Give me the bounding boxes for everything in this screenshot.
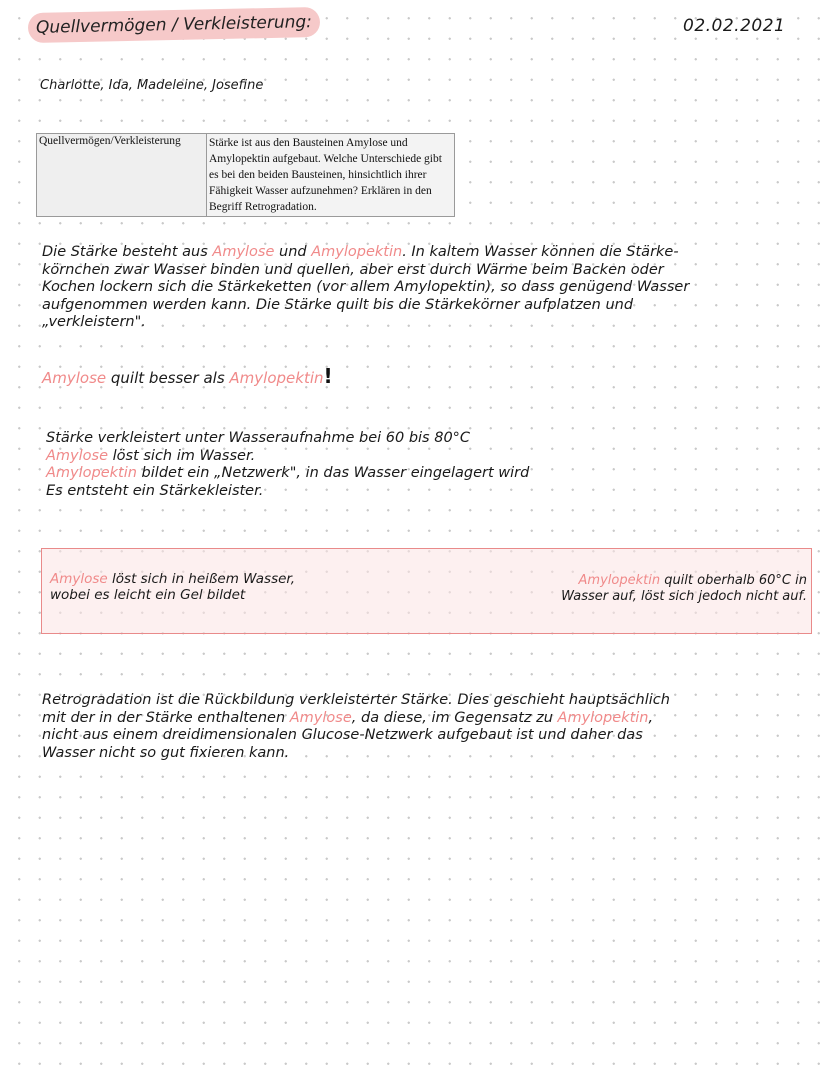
note-date: 02.02.2021: [683, 16, 786, 36]
term-amylopektin: Amylopektin: [578, 573, 661, 588]
paragraph-line: nicht aus einem dreidimensionalen Glucose-Netzwerk aufgebaut ist und daher das: [42, 727, 643, 743]
task-topic-cell: Quellvermögen/Verkleisterung: [37, 134, 207, 217]
title-highlight: [28, 7, 321, 43]
text-segment: Die Stärke besteht aus: [42, 244, 213, 260]
paragraph-line: Retrogradation ist die Rückbildung verkleisterter Stärke. Dies geschieht hauptsächlich: [42, 692, 670, 708]
paragraph-line: körnchen zwar Wasser binden und quellen, aber erst durch Wärme beim Backen oder: [42, 261, 664, 278]
box-line: Wasser auf, löst sich jedoch nicht auf.: [561, 589, 807, 604]
text-segment: löst sich im Wasser.: [108, 447, 256, 464]
term-amylose: Amylose: [50, 571, 108, 587]
paragraph-line: Stärke verkleistert unter Wasseraufnahme bei 60 bis 80°C: [46, 430, 471, 446]
box-amylose-note: [50, 571, 380, 603]
paragraph-gelatinization: [46, 430, 806, 500]
text-segment: mit der in der Stärke enthaltenen: [42, 709, 290, 726]
term-amylopektin: Amylopektin: [229, 369, 324, 387]
paragraph-line: aufgenommen werden kann. Die Stärke quilt bis die Stärkekörner aufplatzen und: [42, 296, 634, 313]
paragraph-line: [46, 465, 806, 483]
term-amylose: Amylose: [289, 709, 352, 726]
comparison-statement: [42, 364, 802, 388]
text-segment: quilt besser als: [106, 369, 230, 387]
exclamation-mark: !: [323, 364, 333, 388]
paragraph-line: Es entsteht ein Stärkekleister.: [46, 482, 264, 499]
paragraph-line: [42, 710, 782, 728]
paragraph-line: Kochen lockern sich die Stärkeketten (vor allem Amylopektin), so dass genügend Wasser: [42, 279, 690, 295]
term-amylose: Amylose: [42, 369, 107, 387]
author-names: Charlotte, Ida, Madeleine, Josefine: [40, 78, 264, 93]
term-amylopektin: Amylopektin: [46, 465, 137, 481]
table-row: [37, 134, 455, 217]
paragraph-retrogradation: [42, 692, 782, 762]
term-amylose: Amylose: [212, 244, 275, 260]
comparison-box: [41, 548, 812, 634]
text-segment: ,: [648, 709, 654, 726]
paragraph-starch-intro: [42, 244, 802, 332]
box-amylopektin-note: [512, 573, 807, 605]
text-segment: bildet ein „Netzwerk", in das Wasser eingelagert wird: [136, 465, 530, 481]
task-table: [36, 133, 455, 217]
box-line: [512, 573, 807, 589]
paragraph-line: „verkleistern".: [42, 314, 146, 330]
task-question-cell: Stärke ist aus den Bausteinen Amylose und Amylopektin aufgebaut. Welche Unterschiede gibt es bei den beiden Bausteinen, hinsichtlich ihrer Fähigkeit Wasser aufzunehmen? Erklären in den Begriff Retrogradation.: [207, 134, 455, 217]
paragraph-line: Wasser nicht so gut fixieren kann.: [42, 744, 290, 761]
box-line: wobei es leicht ein Gel bildet: [50, 587, 246, 603]
paragraph-line: [42, 244, 802, 262]
text-segment: und: [274, 244, 312, 260]
text-segment: quilt oberhalb 60°C in: [660, 573, 807, 588]
term-amylopektin: Amylopektin: [557, 709, 649, 726]
page-title: Quellvermögen / Verkleisterung:: [35, 12, 313, 38]
box-line: [50, 571, 380, 587]
term-amylopektin: Amylopektin: [311, 244, 403, 260]
paragraph-line: [46, 448, 806, 466]
text-segment: löst sich in heißem Wasser,: [107, 571, 296, 587]
text-segment: . In kaltem Wasser können die Stärke-: [402, 244, 679, 260]
text-segment: , da diese, im Gegensatz zu: [351, 709, 558, 726]
term-amylose: Amylose: [46, 447, 109, 464]
